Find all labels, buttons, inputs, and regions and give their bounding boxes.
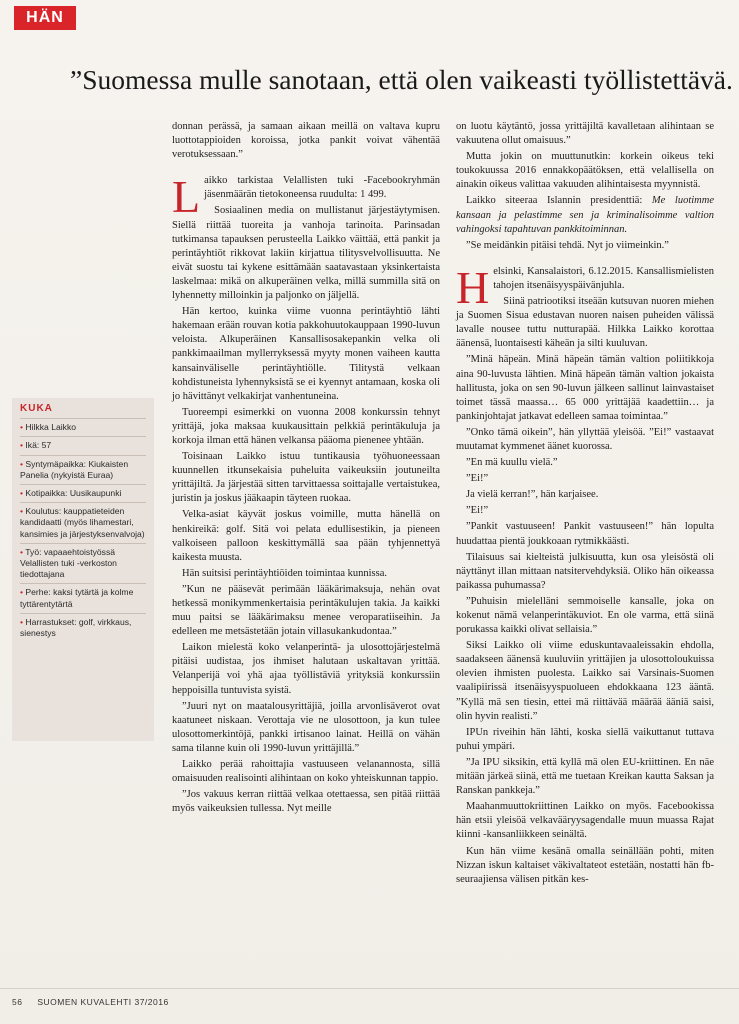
bullet-icon: • xyxy=(20,546,26,557)
paragraph: ”Ja IPU siksikin, että kyllä mä olen EU-kriittinen. En näe mitään järkeä siinä, että me tuetaan Kreikan kautta Saksan ja Ranskan pankkeja.” xyxy=(456,756,714,797)
paragraph: ”Juuri nyt on maatalousyrittäjiä, joilla arvonlisäverot ovat kaatuneet niskaan. Verottaja vie ne ulosottoon, ja kun tulee ulosottomerkintöjä, pankki irtisanoo lainat. Heillä on vähän sama tilanne kuin oli 1990-luvun yrittäjillä.” xyxy=(172,700,440,754)
fact-text: Ikä: 57 xyxy=(25,440,52,451)
paragraph-quote xyxy=(456,194,714,236)
bullet-icon: • xyxy=(20,440,26,451)
factbox xyxy=(12,398,154,741)
paragraph: Tilaisuus sai kielteistä julkisuutta, kun osa yleisöstä oli näyttänyt illan mittaan natsitervehdyksiä. Oliko hän oikeassa paikassa puhumassa? xyxy=(456,551,714,591)
paragraph-dropcap xyxy=(172,171,440,223)
section-tag: HÄN xyxy=(14,6,76,30)
paragraph: Toisinaan Laikko istuu tuntikausia työhuoneessaan kuunnellen itkunsekaisia puheluita vaikeuksiin joutuneilta yrittäjiltä. Ja järjestää sitten tarvittaessa soittajalle vertaistukea, juristin ja joskus jääkaapin täyteen ruokaa. xyxy=(172,451,440,505)
page-number: 56 xyxy=(12,997,23,1007)
paragraph: Laikon mielestä koko velanperintä- ja ulosottojärjestelmä pitäisi uudistaa, jos ihmiset halutaan uskaltavan yrittää. Velanperijä voi yhä ajaa työllistäviä yrityksiä konkurssiin heppoisilla tuntuvista syistä. xyxy=(172,642,440,696)
paragraph-text: aikko tarkistaa Velallisten tuki -Facebookryhmän jäsenmäärän tietokoneensa ruudulta: 1 499. xyxy=(204,175,440,201)
paragraph: ”Minä häpeän. Minä häpeän tämän valtion poliitikkoja aina 90-luvusta lähtien. Minä häpeän tämän valtion jokaista hallitusta, joka on sen 90-luvun jälkeen sallinut lainvastaiset toimet tässä maassa… 65 000 yrittäjää kaadettiin… ja pankinjohtajat jatkavat edelleen samaa toimintaa.” xyxy=(456,354,714,422)
paragraph: Siinä patriootiksi itseään kutsuvan nuoren miehen ja Suomen Sisua edustavan nuoren naisen puheiden välissä lavalle nousee tuttu nutturapää. Hilkka Laikko korottaa äänensä, luontaisesti käheän ja silti kuuluvan. xyxy=(456,296,714,350)
paragraph: Kun hän viime kesänä omalla seinällään pohti, miten Nizzan iskun kaltaiset väkivaltateot estetään, nostatti hän fb-seuraajiensa välisen pitkän kes- xyxy=(456,845,714,885)
bullet-icon: • xyxy=(20,506,26,517)
bullet-icon: • xyxy=(20,488,26,499)
fact-text: Syntymäpaikka: Kiukaisten Panelia (nykyistä Euraa) xyxy=(20,458,129,480)
footer-divider xyxy=(0,988,739,989)
paragraph-text: elsinki, Kansalaistori, 6.12.2015. Kansallismielisten tahojen itsenäisyyspäivänjuhla. xyxy=(493,265,714,291)
paragraph: donnan perässä, ja samaan aikaan meillä on valtava kupru luottotappioiden koroissa, jotka pankit voivat vähentää verotuksessaan.” xyxy=(172,121,440,161)
fact-text: Työ: vapaaehtoistyössä Velallisten tuki -verkoston tiedottajana xyxy=(20,546,117,580)
bullet-icon: • xyxy=(20,616,26,627)
paragraph: Siksi Laikko oli viime eduskuntavaaleissakin ehdolla, saadakseen äänensä kuuluviin yrittäjien ja ulosottoloukuissa olevien ihmisten puolesta. Laikko sai Varsinais-Suomen vaalipiirissä itsenäisyyspuolueen ehdokkaana 123 ääntä. ”Kyllä mä sen tiesin, ettei mä riittävää määrää ääniä saisi, olin hyvin realisti.” xyxy=(456,640,714,722)
article-column-1 xyxy=(172,120,440,818)
paragraph: Ja vielä kerran!”, hän karjaisee. xyxy=(466,489,599,501)
fact-text: Koulutus: kauppatieteiden kandidaatti (myös lihamestari, kansimies ja järjestyksenvalvoja) xyxy=(20,506,145,539)
paragraph: ”Se meidänkin pitäisi tehdä. Nyt jo viimeinkin.” xyxy=(466,239,669,251)
paragraph: ”Kun ne pääsevät perimään lääkärimaksuja, nehän ovat hetkessä monikymmenkertaisia perintäkulujen takia. Ja kaikki muu paitsi se lääkärimaksu menee veroparatiiseihin. Ja edelleen me metsästetään jotain villasukankudontaa.” xyxy=(172,583,440,638)
paragraph: ”Ei!” xyxy=(466,505,489,517)
fact-item xyxy=(20,502,146,543)
publication-name: SUOMEN KUVALEHTI 37/2016 xyxy=(37,997,169,1007)
article-column-2 xyxy=(456,120,714,889)
page-footer xyxy=(12,994,732,1010)
paragraph: Tuoreempi esimerkki on vuonna 2008 konkurssin tehnyt yrittäjä, joka maksaa kuukausittain pelkkiä perintäkuluja ja korkoja ilman että hänen velkansa pääoma pienenee yhtään. xyxy=(172,406,440,446)
paragraph: Hän kertoo, kuinka viime vuonna perintäyhtiö lähti hakemaan erään rouvan kotia pakkohuutokauppaan 1990-luvun veloista. Alkuperäinen Kansallisosakepankin velka oli pankkimaailman myllerryksessä myyty monen vaiheen kautta kansainväliselle perintäyhtiölle. Tilitystä velkaan kohdistuneista lyhennyksistä se ei kyennyt antamaan, koska oli jo hävittänyt velkakirjat vanhentuneina. xyxy=(172,306,440,402)
bullet-icon: • xyxy=(20,422,26,433)
factbox-title: KUKA xyxy=(20,403,53,414)
drop-cap: L xyxy=(172,171,201,223)
paragraph: Hän suitsisi perintäyhtiöiden toimintaa kunnissa. xyxy=(182,567,388,579)
paragraph: ”Pankit vastuuseen! Pankit vastuuseen!” hän lopulta huudattaa pientä joukkoaan rytmikkäästi. xyxy=(456,521,714,547)
paragraph: Velka-asiat käyvät joskus voimille, mutta hänellä on henkireikä: golf. Sitä voi pelata edullisestikin, ja pieneen valkoiseen palloon keskittymällä saa pään tyhjennettyä kaikesta muusta. xyxy=(172,509,440,563)
fact-text: Hilkka Laikko xyxy=(25,422,77,433)
fact-text: Harrastukset: golf, virkkaus, sienestys xyxy=(20,616,132,639)
paragraph: Mutta jokin on muuttunutkin: korkein oikeus teki toukokuussa 2016 ennakkopäätöksen, että velallisella on ainakin oikeus valittaa vakuuden alihintaisesta myynnistä. xyxy=(456,151,714,191)
paragraph-text: Laikko siteeraa Islannin presidenttiä: xyxy=(466,195,652,207)
fact-text: Kotipaikka: Uusikaupunki xyxy=(25,488,122,499)
fact-item xyxy=(20,455,146,484)
paragraph: Maahanmuuttokriittinen Laikko on myös. Facebookissa hän etsii yleisöä velkavääryysagendalle muun muassa Rajat kiinni -kansanliikkeen seinältä. xyxy=(456,801,714,841)
paragraph: ”Puhuisin mielelläni semmoiselle kansalle, joka on kokenut nämä velanperintäkuviot. En ole varma, että siinä porukassa kaikki olivat sellaisia.” xyxy=(456,595,714,636)
fact-item xyxy=(20,583,146,612)
paragraph: IPUn riveihin hän lähti, koska siellä vaikuttanut tuttava puhui ympäri. xyxy=(456,726,714,752)
paragraph: Laikko perää rahoittajia vastuuseen velanannosta, sillä omaisuuden realisointi alihintaan on koko yhteiskunnan tappio. xyxy=(172,759,440,785)
paragraph: ”Onko tämä oikein”, hän yllyttää yleisöä. ”Ei!” vastaavat muutamat kymmenet äänet kuorossa. xyxy=(456,426,714,452)
bullet-icon: • xyxy=(20,458,26,469)
fact-item xyxy=(20,543,146,584)
fact-item xyxy=(20,418,146,436)
paragraph-dropcap xyxy=(456,261,714,313)
paragraph: on luotu käytäntö, jossa yrittäjiltä kavalletaan alihintaan se vakuutena ollut omaisuus.” xyxy=(456,121,714,147)
fact-item xyxy=(20,613,146,642)
paragraph: ”Ei!” xyxy=(466,473,489,485)
drop-cap: H xyxy=(456,261,490,313)
paragraph: ”Jos vakuus kerran riittää velkaa otettaessa, sen pitää riittää myös vaikeuksien tullessa. Nyt meille xyxy=(172,789,440,815)
fact-item xyxy=(20,436,146,454)
fact-text: Perhe: kaksi tytärtä ja kolme tyttärentytärtä xyxy=(20,587,134,609)
fact-item xyxy=(20,484,146,502)
quote-text: Me luotimme kansaan ja pelastimme sen ja kriminalisoimme valtion vahingoksi tapahtuvan pankkitoiminnan. xyxy=(456,195,714,235)
headline: ”Suomessa mulle sanotaan, että olen vaikeasti työllistettävä. xyxy=(70,64,733,95)
paragraph: Sosiaalinen media on mullistanut järjestäytymisen. Siellä riittää tuoreita ja vanhoja tarinoita. Parinsadan tutkimansa tapauksen perusteella Laikko väittää, että pankit ja perintäyhtiöt rikkovat lakiin kirjattua tilitysvelvollisuutta. Ne eivät suostu tai kykene esittämään saatavastaan yksinkertaista laskelmaa: mikä on alkuperäinen velka, millä summilla sitä on lyhennetty milloinkin ja paljonko on jäljellä. xyxy=(172,205,440,302)
bullet-icon: • xyxy=(20,587,26,598)
paragraph: ”En mä kuullu vielä.” xyxy=(466,457,558,469)
